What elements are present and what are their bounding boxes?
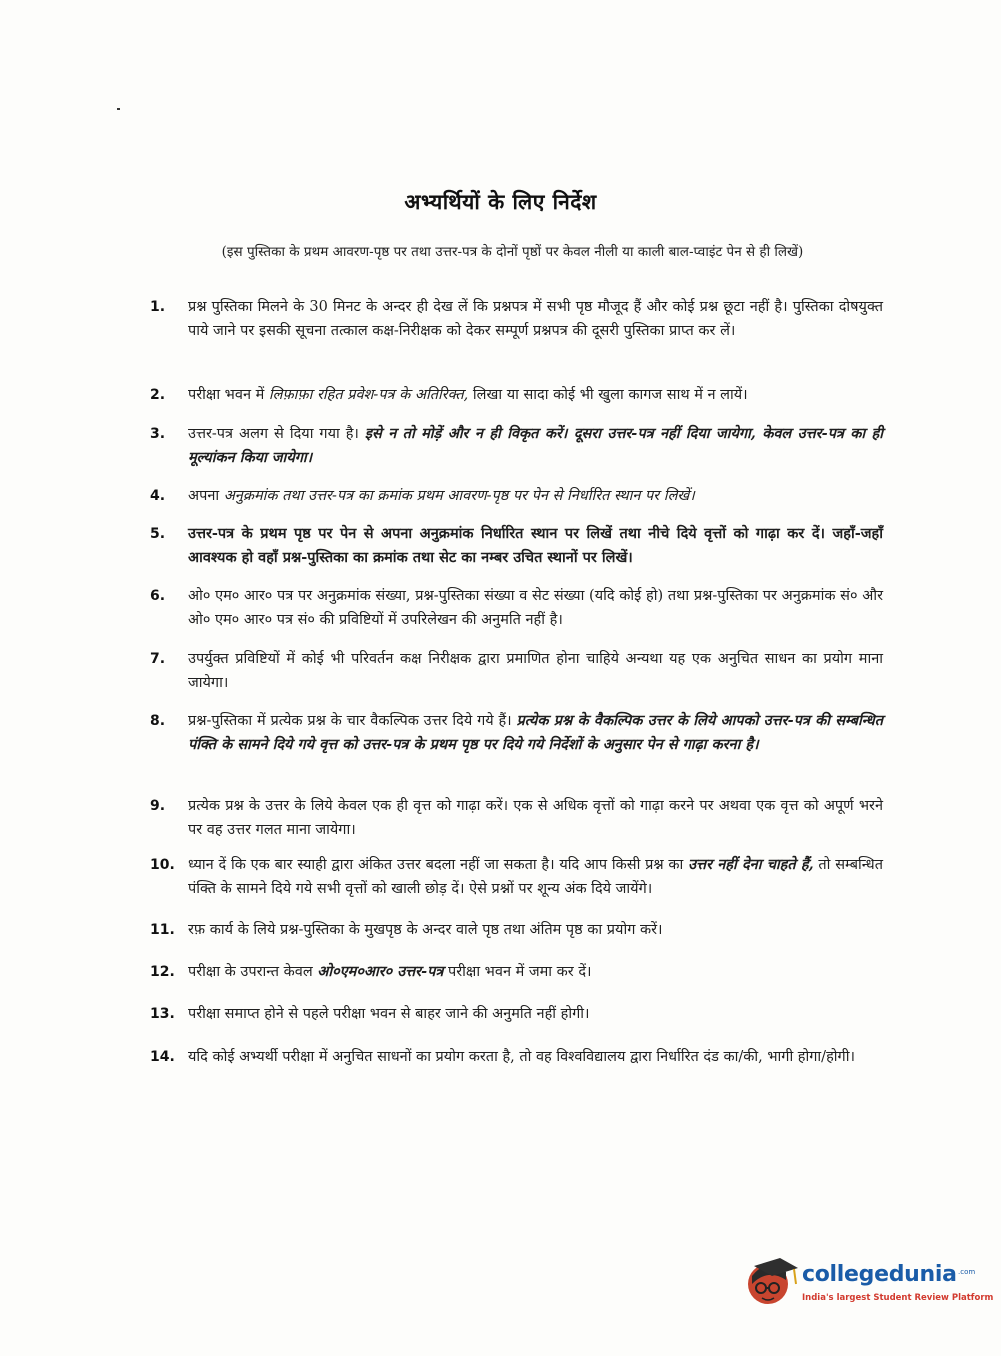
instruction-text-bold-italic: उत्तर नहीं देना चाहते हैं, xyxy=(688,856,814,873)
instruction-number: 8. xyxy=(150,713,166,729)
instruction-text-bold-italic: प्रत्येक प्रश्न के वैकल्पिक उत्तर के लिये आपको उत्तर-पत्र की सम्बन्धित पंक्ति के सामने दिये गये वृत्त को उत्तर-पत्र के प्रथम पृष्ठ पर दिये गये निर्देशों के अनुसार पेन से गाढ़ा करना है। xyxy=(188,712,883,753)
instruction-number: 1. xyxy=(150,299,166,315)
instruction-text: रफ़ कार्य के लिये प्रश्न-पुस्तिका के मुखपृष्ठ के अन्दर वाले पृष्ठ तथा अंतिम पृष्ठ का प्रयोग करें। xyxy=(188,922,663,938)
instruction-text xyxy=(188,960,883,984)
instruction-number: 3. xyxy=(150,426,166,442)
instruction-text-plain: लिखा या सादा कोई भी खुला कागज साथ में न लायें। xyxy=(468,387,748,403)
graduate-mascot-icon xyxy=(740,1250,800,1312)
instruction-text: प्रश्न पुस्तिका मिलने के 30 मिनट के अन्दर ही देख लें कि प्रश्नपत्र में सभी पृष्ठ मौजूद हैं और कोई प्रश्न छूटा नहीं है। पुस्तिका दोषयुक्त पाये जाने पर इसकी सूचना तत्काल कक्ष-निरीक्षक को देकर सम्पूर्ण प्रश्नपत्र की दूसरी पुस्तिका प्राप्त कर लें। xyxy=(188,299,883,339)
instruction-text-plain: परीक्षा भवन में xyxy=(188,387,269,403)
instruction-text-italic: अनुक्रमांक तथा उत्तर-पत्र का क्रमांक प्रथम आवरण-पृष्ठ पर पेन से निर्धारित स्थान पर लिखें। xyxy=(223,488,695,504)
instruction-number: 11. xyxy=(150,922,175,938)
instruction-text: उत्तर-पत्र के प्रथम पृष्ठ पर पेन से अपना अनुक्रमांक निर्धारित स्थान पर लिखें तथा नीचे दिये वृत्तों को गाढ़ा कर दें। जहाँ-जहाँ आवश्यक हो वहाँ प्रश्न-पुस्तिका का क्रमांक तथा सेट का नम्बर उचित स्थानों पर लिखें। xyxy=(188,525,883,566)
collegedunia-watermark xyxy=(740,1250,994,1312)
instruction-text-plain: अपना xyxy=(188,488,224,504)
instruction-text-plain: परीक्षा के उपरान्त केवल xyxy=(188,964,318,980)
instruction-text-bold-italic: ओ०एम०आर० उत्तर-पत्र xyxy=(317,963,444,980)
instruction-text-italic: लिफ़ाफ़ा रहित प्रवेश-पत्र के अतिरिक्त, xyxy=(268,387,469,403)
watermark-brand: collegedunia xyxy=(802,1262,957,1287)
scan-speck xyxy=(117,108,120,110)
instruction-text: ओ० एम० आर० पत्र पर अनुक्रमांक संख्या, प्रश्न-पुस्तिका संख्या व सेट संख्या (यदि कोई हो) तथा प्रश्न-पुस्तिका पर अनुक्रमांक सं० और ओ० एम० आर० पत्र सं० की प्रविष्टियों में उपरिलेखन की अनुमति नहीं है। xyxy=(188,588,883,628)
page-subtitle: (इस पुस्तिका के प्रथम आवरण-पृष्ठ पर तथा उत्तर-पत्र के दोनों पृष्ठों पर केवल नीली या काली बाल-प्वाइंट पेन से ही लिखें) xyxy=(221,244,804,260)
instruction-text: उपर्युक्त प्रविष्टियों में कोई भी परिवर्तन कक्ष निरीक्षक द्वारा प्रमाणित होना चाहिये अन्यथा यह एक अनुचित साधन का प्रयोग माना जायेगा। xyxy=(188,651,883,691)
instruction-number: 7. xyxy=(150,651,166,667)
instruction-number: 4. xyxy=(150,488,166,504)
instruction-text-plain: तो सम्बन्धित पंक्ति के सामने दिये गये सभी वृत्तों को खाली छोड़ दें। ऐसे प्रश्नों पर शून्य अंक दिये जायेंगे। xyxy=(188,857,883,897)
instruction-number: 5. xyxy=(150,526,166,542)
instruction-text-plain: ध्यान दें कि एक बार स्याही द्वारा अंकित उत्तर बदला नहीं जा सकता है। यदि आप किसी प्रश्न का xyxy=(188,857,689,873)
instruction-text-plain: प्रश्न-पुस्तिका में प्रत्येक प्रश्न के चार वैकल्पिक उत्तर दिये गये हैं। xyxy=(188,713,517,729)
instruction-text: प्रत्येक प्रश्न के उत्तर के लिये केवल एक ही वृत्त को गाढ़ा करें। एक से अधिक वृत्तों को गाढ़ा करने पर अथवा एक वृत्त को अपूर्ण भरने पर वह उत्तर गलत माना जायेगा। xyxy=(188,798,883,838)
instruction-text: परीक्षा समाप्त होने से पहले परीक्षा भवन से बाहर जाने की अनुमति नहीं होगी। xyxy=(188,1006,590,1022)
instruction-text-plain: परीक्षा भवन में जमा कर दें। xyxy=(443,964,592,980)
instruction-text-plain: उत्तर-पत्र अलग से दिया गया है। xyxy=(188,426,365,442)
instruction-number: 10. xyxy=(150,857,175,873)
watermark-brand-suffix: .com xyxy=(958,1268,976,1276)
instruction-text-bold-italic: इसे न तो मोड़ें और न ही विकृत करें। दूसरा उत्तर-पत्र नहीं दिया जायेगा, केवल उत्तर-पत्र का ही मूल्यांकन किया जायेगा। xyxy=(188,425,883,466)
instruction-text: यदि कोई अभ्यर्थी परीक्षा में अनुचित साधनों का प्रयोग करता है, तो वह विश्वविद्यालय द्वारा निर्धारित दंड का/की, भागी होगा/होगी। xyxy=(188,1049,855,1065)
instruction-number: 9. xyxy=(150,798,166,814)
instruction-text xyxy=(188,383,883,407)
watermark-tagline: India's largest Student Review Platform xyxy=(802,1293,994,1303)
instruction-text xyxy=(188,422,883,470)
instruction-text xyxy=(188,853,883,901)
instruction-number: 14. xyxy=(150,1049,175,1065)
page-title: अभ्यर्थियों के लिए निर्देश xyxy=(404,189,597,214)
instruction-number: 13. xyxy=(150,1006,175,1022)
instruction-number: 12. xyxy=(150,964,175,980)
instruction-text xyxy=(188,709,883,757)
instruction-number: 2. xyxy=(150,387,166,403)
instruction-text xyxy=(188,484,883,508)
instruction-number: 6. xyxy=(150,588,166,604)
